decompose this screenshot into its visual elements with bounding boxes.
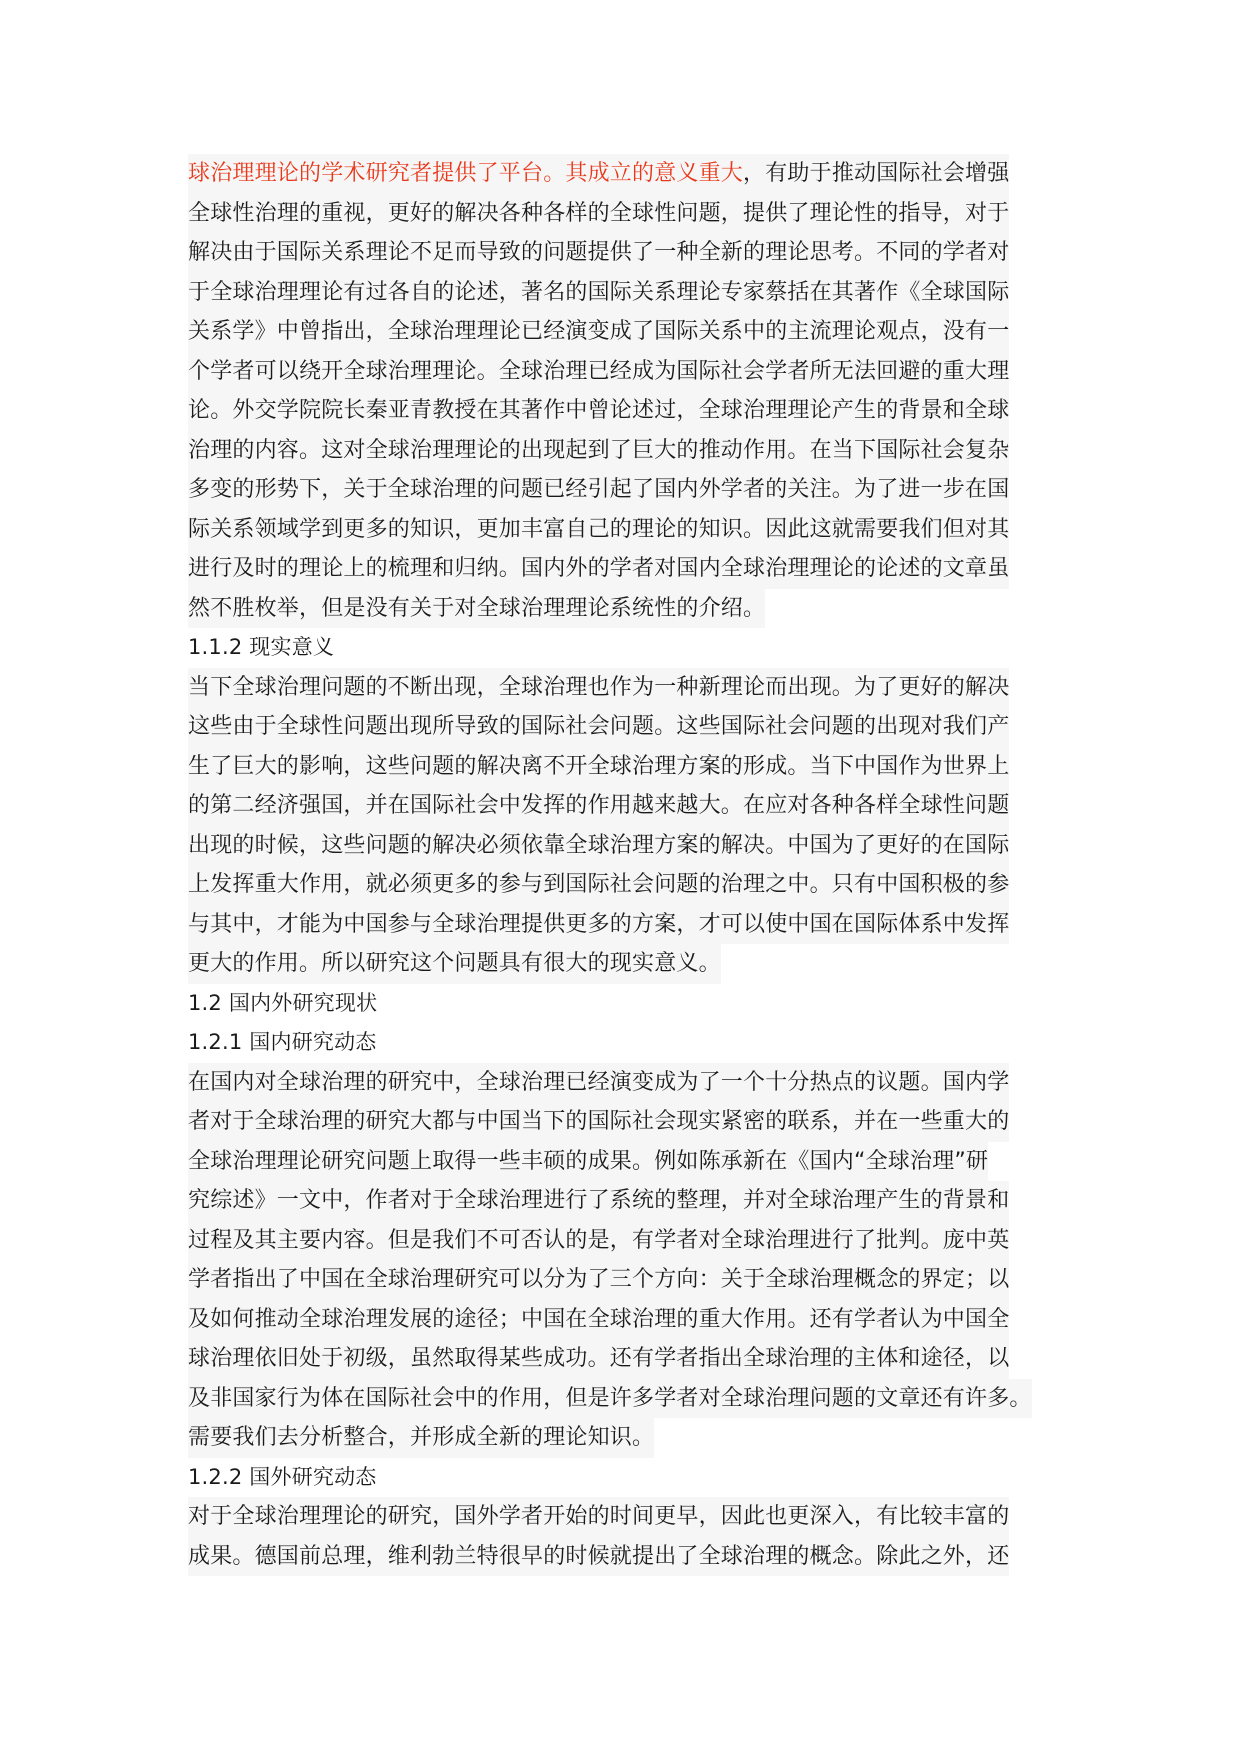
paragraph-line: 当下全球治理问题的不断出现，全球治理也作为一种新理论而出现。为了更好的解决 [188,668,1009,708]
paragraph-line: 关系学》中曾指出，全球治理理论已经演变成了国际关系中的主流理论观点，没有一 [188,312,1009,352]
paragraph-line: 在国内对全球治理的研究中，全球治理已经演变成为了一个十分热点的议题。国内学 [188,1063,1009,1103]
paragraph-line: 治理的内容。这对全球治理理论的出现起到了巨大的推动作用。在当下国际社会复杂 [188,431,1009,471]
section-heading-1-1-2: 1.1.2 现实意义 [188,635,335,659]
paragraph-line: 进行及时的理论上的梳理和归纳。国内外的学者对国内全球治理理论的论述的文章虽 [188,549,1009,589]
paragraph-line: 这些由于全球性问题出现所导致的国际社会问题。这些国际社会问题的出现对我们产 [188,707,1009,747]
document-page [188,154,1048,1576]
paragraph-line: 然不胜枚举，但是没有关于对全球治理理论系统性的介绍。 [188,589,765,629]
section-heading-1-2-1: 1.2.1 国内研究动态 [188,1030,377,1054]
paragraph-line: 论。外交学院院长秦亚青教授在其著作中曾论述过，全球治理理论产生的背景和全球 [188,391,1009,431]
paragraph-line: 球治理依旧处于初级，虽然取得某些成功。还有学者指出全球治理的主体和途径，以 [188,1339,1009,1379]
highlighted-text: 球治理理论的学术研究者提供了平台。其成立的意义重大 [188,161,744,186]
paragraph-line: 际关系领域学到更多的知识，更加丰富自己的理论的知识。因此这就需要我们但对其 [188,510,1009,550]
paragraph-line: 于全球治理理论有过各自的论述，著名的国际关系理论专家蔡括在其著作《全球国际 [188,273,1009,313]
paragraph-line: 解决由于国际关系理论不足而导致的问题提供了一种全新的理论思考。不同的学者对 [188,233,1009,273]
paragraph-line: 出现的时候，这些问题的解决必须依靠全球治理方案的解决。中国为了更好的在国际 [188,826,1009,866]
paragraph-line: 上发挥重大作用，就必须更多的参与到国际社会问题的治理之中。只有中国积极的参 [188,865,1009,905]
section-heading-1-2: 1.2 国内外研究现状 [188,990,378,1015]
paragraph-line: 全球性治理的重视，更好的解决各种各样的全球性问题，提供了理论性的指导，对于 [188,194,1009,234]
paragraph-line: 过程及其主要内容。但是我们不可否认的是，有学者对全球治理进行了批判。庞中英 [188,1221,1009,1261]
paragraph-line: 对于全球治理理论的研究，国外学者开始的时间更早，因此也更深入，有比较丰富的 [188,1497,1009,1537]
paragraph-line: 全球治理理论研究问题上取得一些丰硕的成果。例如陈承新在《国内“全球治理”研 [188,1142,988,1182]
paragraph-line: 的第二经济强国，并在国际社会中发挥的作用越来越大。在应对各种各样全球性问题 [188,786,1009,826]
paragraph-line: 更大的作用。所以研究这个问题具有很大的现实意义。 [188,944,721,984]
paragraph-line: 需要我们去分析整合，并形成全新的理论知识。 [188,1418,654,1458]
paragraph-line: 究综述》一文中，作者对于全球治理进行了系统的整理，并对全球治理产生的背景和 [188,1181,1009,1221]
paragraph-line: 及如何推动全球治理发展的途径；中国在全球治理的重大作用。还有学者认为中国全 [188,1300,1009,1340]
paragraph-line: 及非国家行为体在国际社会中的作用，但是许多学者对全球治理问题的文章还有许多。 [188,1379,1032,1419]
paragraph-line: 生了巨大的影响，这些问题的解决离不开全球治理方案的形成。当下中国作为世界上 [188,747,1009,787]
paragraph-line: 学者指出了中国在全球治理研究可以分为了三个方向：关于全球治理概念的界定；以 [188,1260,1009,1300]
paragraph-line: 多变的形势下，关于全球治理的问题已经引起了国内外学者的关注。为了进一步在国 [188,470,1009,510]
paragraph-line: 成果。德国前总理，维利勃兰特很早的时候就提出了全球治理的概念。除此之外，还 [188,1537,1009,1577]
paragraph-line: 与其中，才能为中国参与全球治理提供更多的方案，才可以使中国在国际体系中发挥 [188,905,1009,945]
paragraph-line [188,154,1009,194]
paragraph-line: 者对于全球治理的研究大都与中国当下的国际社会现实紧密的联系，并在一些重大的 [188,1102,1009,1142]
paragraph-line: 个学者可以绕开全球治理理论。全球治理已经成为国际社会学者所无法回避的重大理 [188,352,1009,392]
section-heading-1-2-2: 1.2.2 国外研究动态 [188,1464,377,1489]
paragraph-text: ，有助于推动国际社会增强 [743,161,1010,186]
